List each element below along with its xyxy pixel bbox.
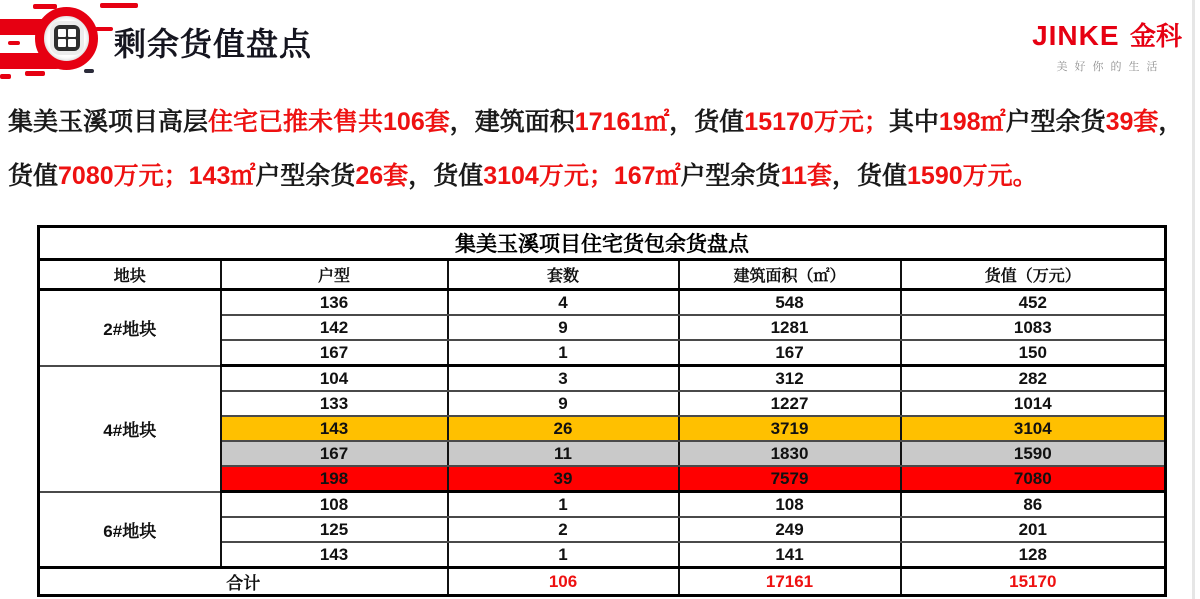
table-title: 集美玉溪项目住宅货包余货盘点: [39, 227, 1166, 260]
cell-unit: 142: [221, 315, 448, 340]
summary-segment: 11套: [780, 162, 832, 190]
cell-unit: 198: [221, 466, 448, 492]
cell-area: 249: [679, 517, 901, 542]
jinke-logo: [1032, 16, 1182, 74]
cell-value: 3104: [901, 416, 1166, 441]
col-header-count: 套数: [448, 260, 679, 290]
summary-segment: 户型余货: [255, 162, 356, 190]
table-header-row: [39, 260, 1166, 290]
cell-count: 3: [448, 366, 679, 392]
cell-value: 128: [901, 542, 1166, 568]
summary-segment: 集美玉溪项目高层: [8, 108, 209, 136]
cell-count: 39: [448, 466, 679, 492]
inventory-table: [37, 225, 1167, 597]
cell-value: 86: [901, 492, 1166, 518]
cell-unit: 143: [221, 416, 448, 441]
cell-unit: 167: [221, 441, 448, 466]
brand-name-cn: 金科: [1129, 21, 1182, 51]
summary-segment: ，货值: [8, 108, 1184, 190]
summary-paragraph: [8, 95, 1194, 203]
table-row: [39, 366, 1166, 392]
cell-count: 1: [448, 542, 679, 568]
cell-count: 9: [448, 391, 679, 416]
deco-dash: [95, 27, 113, 31]
summary-segment: 住宅已推未售共106套: [208, 108, 450, 136]
summary-segment: 1590万元。: [907, 162, 1038, 190]
cell-count: 1: [448, 492, 679, 518]
cell-value: 7080: [901, 466, 1166, 492]
summary-segment: 167㎡: [613, 162, 681, 190]
cell-area: 1281: [679, 315, 901, 340]
cell-area: 1830: [679, 441, 901, 466]
cell-value: 1083: [901, 315, 1166, 340]
total-area: 17161: [679, 568, 901, 596]
deco-dash: [100, 3, 138, 8]
slide-edge-divider: [1192, 0, 1195, 599]
cell-area: 167: [679, 340, 901, 366]
cell-unit: 125: [221, 517, 448, 542]
summary-segment: 39套: [1105, 108, 1159, 136]
summary-segment: 7080万元；: [58, 162, 189, 190]
deco-dash: [8, 41, 20, 45]
table-title-row: [39, 227, 1166, 260]
cell-value: 201: [901, 517, 1166, 542]
page-title: 剩余货值盘点: [114, 26, 313, 62]
cell-area: 312: [679, 366, 901, 392]
summary-segment: 3104万元；: [483, 162, 614, 190]
cell-value: 1014: [901, 391, 1166, 416]
summary-segment: ，货值: [669, 108, 745, 136]
plot-label: 6#地块: [39, 492, 221, 568]
deco-dash: [33, 4, 57, 9]
cell-area: 1227: [679, 391, 901, 416]
summary-segment: ，建筑面积: [449, 108, 575, 136]
cell-area: 7579: [679, 466, 901, 492]
total-count: 106: [448, 568, 679, 596]
cell-unit: 104: [221, 366, 448, 392]
summary-segment: 26套: [355, 162, 409, 190]
cell-value: 150: [901, 340, 1166, 366]
cell-unit: 167: [221, 340, 448, 366]
table-row: [39, 290, 1166, 316]
summary-segment: 198㎡: [938, 108, 1006, 136]
table-row: [39, 492, 1166, 518]
summary-segment: 15170万元；: [744, 108, 889, 136]
col-header-plot: 地块: [39, 260, 221, 290]
col-header-unit: 户型: [221, 260, 448, 290]
cell-count: 9: [448, 315, 679, 340]
plot-label: 4#地块: [39, 366, 221, 492]
col-header-value: 货值（万元）: [901, 260, 1166, 290]
cell-count: 4: [448, 290, 679, 316]
cell-value: 1590: [901, 441, 1166, 466]
cell-unit: 133: [221, 391, 448, 416]
cell-area: 548: [679, 290, 901, 316]
summary-segment: ，货值: [408, 162, 484, 190]
col-header-area: 建筑面积（㎡）: [679, 260, 901, 290]
cell-count: 26: [448, 416, 679, 441]
cell-area: 3719: [679, 416, 901, 441]
cell-area: 141: [679, 542, 901, 568]
cell-area: 108: [679, 492, 901, 518]
total-value: 15170: [901, 568, 1166, 596]
cell-unit: 143: [221, 542, 448, 568]
jinke-logo-wordmark: [1032, 16, 1182, 53]
summary-segment: 其中: [888, 108, 939, 136]
summary-segment: 户型余货: [680, 162, 781, 190]
grid-icon: [54, 25, 80, 51]
cell-count: 2: [448, 517, 679, 542]
summary-segment: ，货值: [832, 162, 908, 190]
summary-segment: 143㎡: [188, 162, 256, 190]
plot-label: 2#地块: [39, 290, 221, 366]
deco-dash: [0, 74, 11, 79]
deco-dash: [84, 69, 94, 73]
brand-tagline: 美好你的生活: [1056, 61, 1165, 73]
summary-segment: 17161㎡: [574, 108, 670, 136]
brand-name-en: JINKE: [1032, 20, 1120, 51]
cell-value: 282: [901, 366, 1166, 392]
cell-unit: 108: [221, 492, 448, 518]
deco-dash: [25, 71, 45, 76]
cell-unit: 136: [221, 290, 448, 316]
cell-count: 1: [448, 340, 679, 366]
summary-segment: 户型余货: [1005, 108, 1106, 136]
total-label: 合计: [39, 568, 448, 596]
cell-value: 452: [901, 290, 1166, 316]
table-total-row: [39, 568, 1166, 596]
cell-count: 11: [448, 441, 679, 466]
